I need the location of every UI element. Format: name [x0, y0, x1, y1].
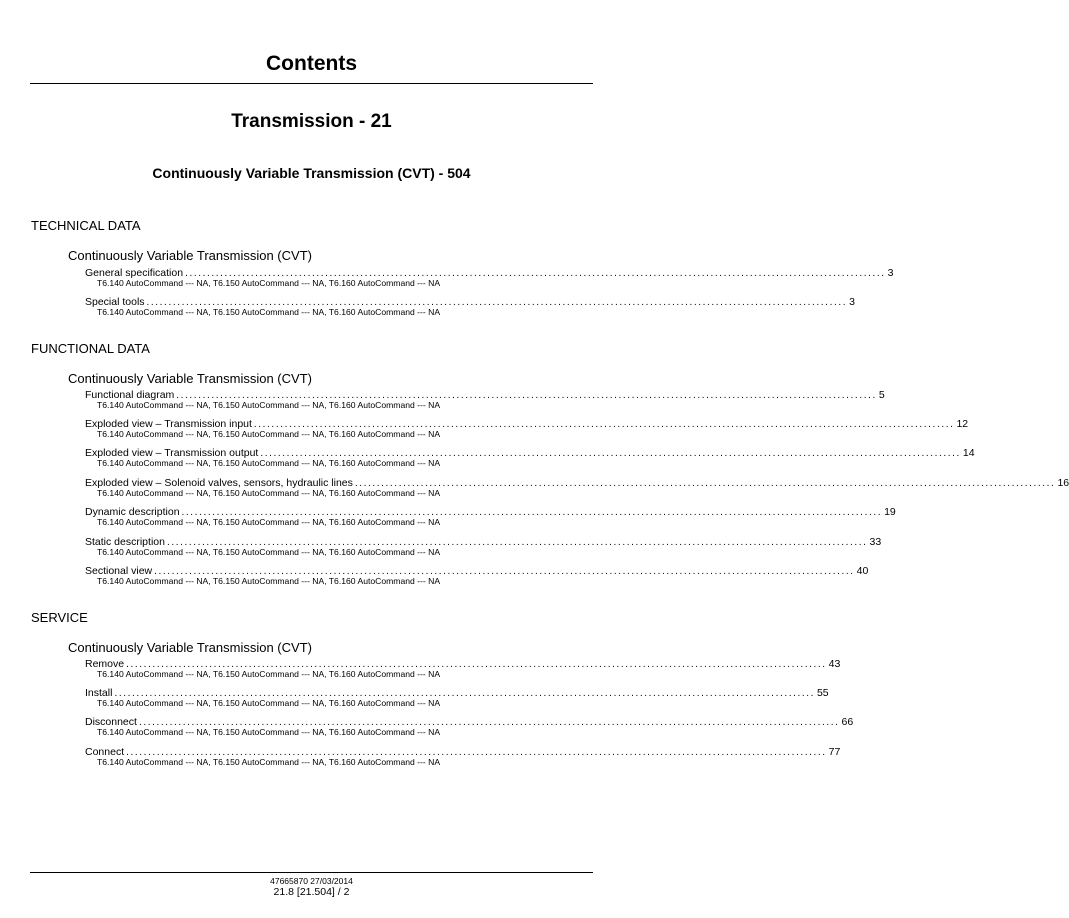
footer-page-ref: 21.8 [21.504] / 2	[273, 886, 350, 898]
entry-models: T6.140 AutoCommand --- NA, T6.150 AutoCommand --- NA, T6.160 AutoCommand --- NA	[97, 757, 441, 767]
entry-models: T6.140 AutoCommand --- NA, T6.150 AutoCommand --- NA, T6.160 AutoCommand --- NA	[97, 547, 441, 557]
toc-entry[interactable]	[85, 447, 975, 471]
entry-page: 40	[856, 565, 869, 577]
entry-page: 77	[828, 746, 841, 758]
entry-models: T6.140 AutoCommand --- NA, T6.150 AutoCommand --- NA, T6.160 AutoCommand --- NA	[97, 488, 441, 498]
group-title: TECHNICAL DATA	[31, 218, 141, 233]
entry-title: Disconnect	[85, 716, 137, 728]
entry-models: T6.140 AutoCommand --- NA, T6.150 AutoCommand --- NA, T6.160 AutoCommand --- NA	[97, 727, 441, 737]
entry-models: T6.140 AutoCommand --- NA, T6.150 AutoCommand --- NA, T6.160 AutoCommand --- NA	[97, 278, 441, 288]
toc-entry[interactable]	[85, 746, 841, 770]
entry-page: 14	[962, 447, 975, 459]
dot-leader: ................................................................................................................................................................	[185, 268, 886, 279]
entry-title: Special tools	[85, 296, 145, 308]
footer-doc-info: 47665870 27/03/2014	[270, 876, 353, 886]
dot-leader: ................................................................................................................................................................	[146, 297, 848, 308]
entry-page: 16	[1057, 477, 1069, 489]
entry-page: 19	[884, 506, 896, 518]
page-title: Contents	[266, 52, 357, 75]
toc-entry[interactable]	[85, 658, 841, 682]
entry-models: T6.140 AutoCommand --- NA, T6.150 AutoCommand --- NA, T6.160 AutoCommand --- NA	[97, 517, 441, 527]
dot-leader: ................................................................................................................................................................	[354, 478, 1056, 489]
footer-divider	[30, 872, 593, 873]
dot-leader: ................................................................................................................................................................	[138, 717, 840, 728]
entry-models: T6.140 AutoCommand --- NA, T6.150 AutoCommand --- NA, T6.160 AutoCommand --- NA	[97, 429, 441, 439]
group-title: SERVICE	[31, 610, 88, 625]
dot-leader: ................................................................................................................................................................	[260, 448, 961, 459]
entry-title: Functional diagram	[85, 389, 175, 401]
toc-entry[interactable]	[85, 418, 969, 442]
entry-page: 12	[956, 418, 969, 430]
dot-leader: ................................................................................................................................................................	[126, 659, 827, 670]
dot-leader: ................................................................................................................................................................	[181, 507, 883, 518]
entry-page: 3	[849, 296, 855, 308]
toc-entry[interactable]	[85, 536, 882, 560]
entry-models: T6.140 AutoCommand --- NA, T6.150 AutoCommand --- NA, T6.160 AutoCommand --- NA	[97, 669, 441, 679]
toc-entry[interactable]	[85, 716, 854, 740]
toc-entry[interactable]	[85, 267, 894, 291]
entry-models: T6.140 AutoCommand --- NA, T6.150 AutoCommand --- NA, T6.160 AutoCommand --- NA	[97, 576, 441, 586]
entry-page: 5	[878, 389, 885, 401]
entry-title: Exploded view – Transmission input	[85, 418, 252, 430]
entry-title: Dynamic description	[85, 506, 180, 518]
group-subtitle: Continuously Variable Transmission (CVT)	[68, 640, 312, 655]
group-subtitle: Continuously Variable Transmission (CVT)	[68, 371, 312, 386]
chapter-title: Transmission - 21	[231, 111, 392, 132]
toc-entry[interactable]	[85, 296, 855, 320]
entry-title: General specification	[85, 267, 184, 279]
dot-leader: ................................................................................................................................................................	[126, 747, 827, 758]
entry-page: 43	[828, 658, 841, 670]
entry-title: Exploded view – Solenoid valves, sensors, hydraulic lines	[85, 477, 353, 489]
toc-entry[interactable]	[85, 389, 885, 413]
entry-page: 3	[887, 267, 894, 279]
entry-title: Exploded view – Transmission output	[85, 447, 259, 459]
entry-page: 55	[816, 687, 829, 699]
toc-entry[interactable]	[85, 506, 896, 530]
entry-title: Static description	[85, 536, 165, 548]
toc-entry[interactable]	[85, 565, 869, 589]
entry-models: T6.140 AutoCommand --- NA, T6.150 AutoCommand --- NA, T6.160 AutoCommand --- NA	[97, 400, 441, 410]
entry-page: 33	[869, 536, 882, 548]
title-divider	[30, 83, 593, 84]
dot-leader: ................................................................................................................................................................	[166, 537, 868, 548]
entry-title: Sectional view	[85, 565, 153, 577]
entry-models: T6.140 AutoCommand --- NA, T6.150 AutoCommand --- NA, T6.160 AutoCommand --- NA	[97, 698, 441, 708]
entry-models: T6.140 AutoCommand --- NA, T6.150 AutoCommand --- NA, T6.160 AutoCommand --- NA	[97, 458, 441, 468]
toc-entry[interactable]	[85, 477, 1069, 501]
toc-entry[interactable]	[85, 687, 829, 711]
section-title: Continuously Variable Transmission (CVT) - 504	[152, 165, 471, 181]
dot-leader: ................................................................................................................................................................	[154, 566, 855, 577]
dot-leader: ................................................................................................................................................................	[253, 419, 955, 430]
entry-title: Install	[85, 687, 113, 699]
group-title: FUNCTIONAL DATA	[31, 341, 150, 356]
entry-page: 66	[841, 716, 854, 728]
entry-models: T6.140 AutoCommand --- NA, T6.150 AutoCommand --- NA, T6.160 AutoCommand --- NA	[97, 307, 441, 317]
group-subtitle: Continuously Variable Transmission (CVT)	[68, 248, 312, 263]
dot-leader: ................................................................................................................................................................	[176, 390, 877, 401]
dot-leader: ................................................................................................................................................................	[114, 688, 815, 699]
entry-title: Connect	[85, 746, 125, 758]
entry-title: Remove	[85, 658, 125, 670]
